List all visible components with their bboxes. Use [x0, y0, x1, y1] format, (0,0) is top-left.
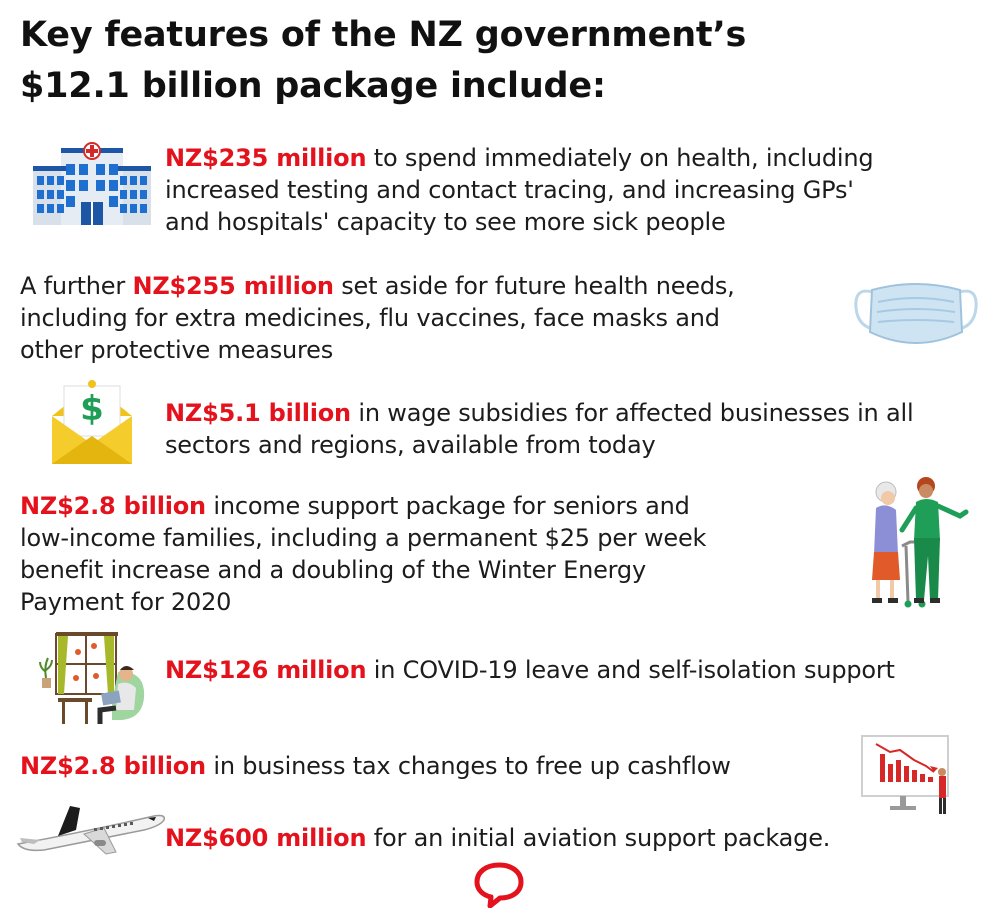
feature-item-future-health — [20, 270, 840, 366]
feature-text-line: and hospitals' capacity to see more sick people — [165, 208, 726, 236]
hospital-icon — [33, 140, 151, 225]
amount-highlight: NZ$255 million — [132, 272, 334, 300]
feature-text-line: for an initial aviation support package. — [366, 824, 831, 852]
amount-highlight: NZ$126 million — [165, 656, 367, 684]
feature-text-line: increased testing and contact tracing, and increasing GPs' — [165, 176, 854, 204]
title-line-2: $12.1 billion package include: — [20, 66, 606, 106]
amount-highlight: NZ$235 million — [165, 144, 367, 172]
page-title — [20, 10, 920, 112]
feature-prefix: A further — [20, 272, 133, 300]
feature-item-aviation — [165, 822, 985, 854]
feature-item-health — [165, 142, 985, 238]
amount-highlight: NZ$600 million — [165, 824, 367, 852]
feature-text-line: benefit increase and a doubling of the Winter Energy — [20, 556, 646, 584]
feature-item-business-tax — [20, 750, 840, 782]
feature-text-line: Payment for 2020 — [20, 588, 232, 616]
feature-text-line: income support package for seniors and — [205, 492, 690, 520]
airplane-icon — [14, 800, 166, 856]
feature-text-line: including for extra medicines, flu vaccines, face masks and — [20, 304, 720, 332]
amount-highlight: NZ$2.8 billion — [20, 492, 206, 520]
feature-item-income-support — [20, 490, 840, 618]
amount-highlight: NZ$2.8 billion — [20, 752, 206, 780]
feature-text-line: in wage subsidies for affected businesses in all — [350, 399, 914, 427]
feature-text-line: sectors and regions, available from today — [165, 431, 656, 459]
title-line-1: Key features of the NZ government’s — [20, 15, 747, 55]
feature-item-wage-subsidies — [165, 397, 985, 461]
speech-bubble-logo-icon — [474, 862, 524, 908]
feature-item-covid-leave — [165, 654, 985, 686]
amount-highlight: NZ$5.1 billion — [165, 399, 351, 427]
money-envelope-icon — [52, 378, 132, 464]
feature-text-line: set aside for future health needs, — [333, 272, 735, 300]
feature-text-line: in business tax changes to free up cashflow — [205, 752, 731, 780]
caregiver-senior-icon — [862, 476, 972, 608]
feature-text-line: low-income families, including a permanent $25 per week — [20, 524, 707, 552]
feature-text-line: in COVID-19 leave and self-isolation support — [366, 656, 895, 684]
feature-text-line: to spend immediately on health, including — [366, 144, 874, 172]
face-mask-icon — [850, 278, 982, 350]
declining-chart-icon — [860, 732, 952, 818]
svg-text:$: $ — [80, 389, 104, 429]
feature-text-line: other protective measures — [20, 336, 334, 364]
home-isolation-icon — [38, 632, 150, 727]
